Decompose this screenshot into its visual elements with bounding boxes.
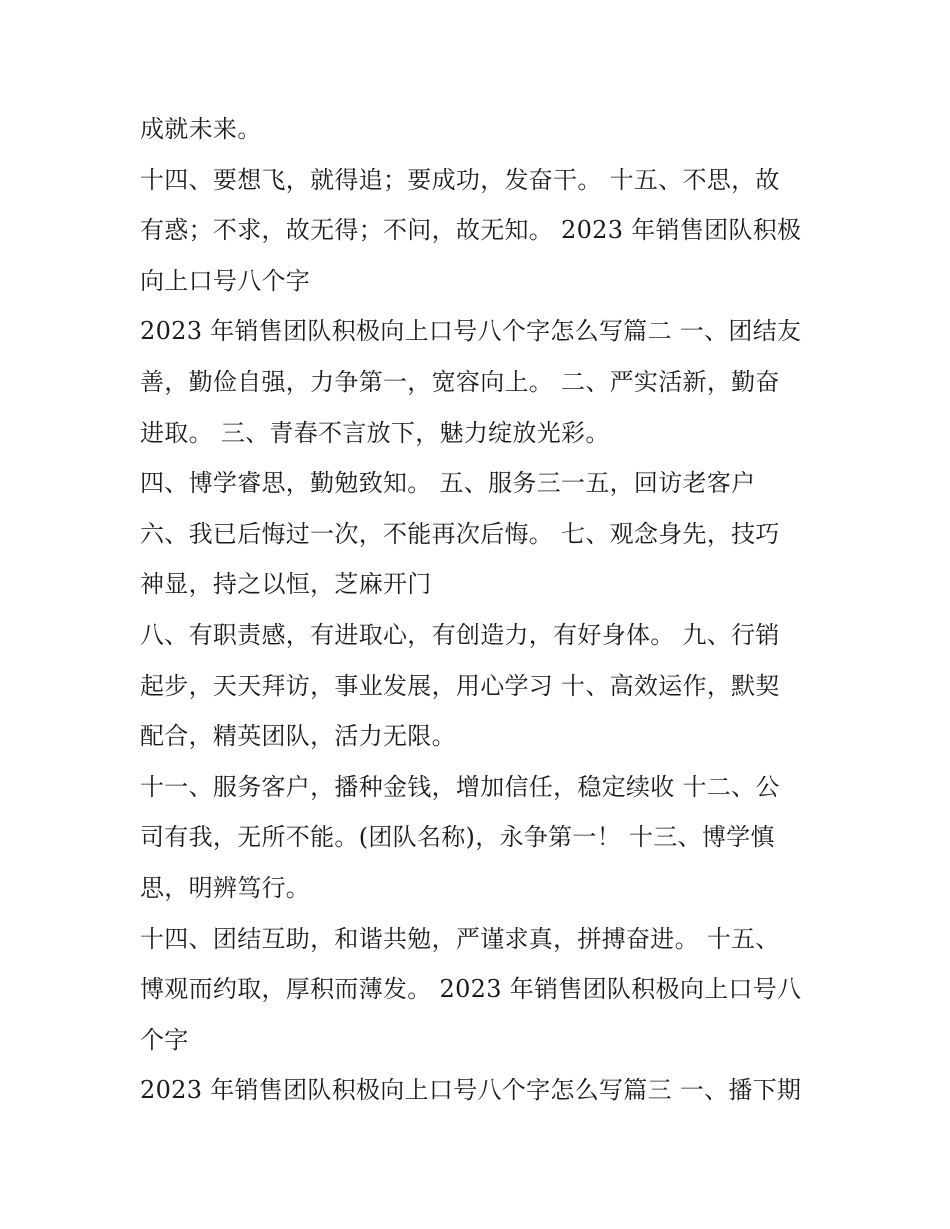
text-line: 四、博学睿思，勤勉致知。 五、服务三一五，回访老客户 xyxy=(140,469,756,498)
text-line: 有惑；不求，故无得；不问，故无知。 2023 年销售团队积极 xyxy=(140,216,802,245)
text-line: 配合，精英团队，活力无限。 xyxy=(140,722,456,751)
text-line: 成就未来。 xyxy=(140,115,262,143)
text-line: 博观而约取，厚积而薄发。 2023 年销售团队积极向上口号八 xyxy=(140,975,802,1004)
text-line: 司有我，无所不能。(团队名称)，永争第一！ 十三、博学慎 xyxy=(140,823,775,852)
text-line: 思，明辨笃行。 xyxy=(140,873,311,902)
text-line: 十四、团结互助，和谐共勉，严谨求真，拼搏奋进。 十五、 xyxy=(140,924,780,953)
text-line: 十四、要想飞，就得追；要成功，发奋干。 十五、不思，故 xyxy=(140,165,780,194)
text-line: 八、有职责感，有进取心，有创造力，有好身体。 九、行销 xyxy=(140,620,780,649)
text-line: 善，勤俭自强，力争第一，宽容向上。 二、严实活新，勤奋 xyxy=(140,367,780,396)
document-body xyxy=(140,104,812,1116)
text-line: 向上口号八个字 xyxy=(140,266,311,295)
text-line: 2023 年销售团队积极向上口号八个字怎么写篇三 一、播下期 xyxy=(140,1076,802,1105)
text-line: 进取。 三、青春不言放下，魅力绽放光彩。 xyxy=(140,418,610,447)
text-line: 神显，持之以恒，芝麻开门 xyxy=(140,570,432,599)
text-line: 2023 年销售团队积极向上口号八个字怎么写篇二 一、团结友 xyxy=(140,317,802,346)
text-line: 十一、服务客户，播种金钱，增加信任，稳定续收 十二、公 xyxy=(140,772,780,801)
text-line: 六、我已后悔过一次，不能再次后悔。 七、观念身先，技巧 xyxy=(140,519,780,548)
text-line: 个字 xyxy=(140,1025,189,1054)
text-line: 起步，天天拜访，事业发展，用心学习 十、高效运作，默契 xyxy=(140,671,780,700)
